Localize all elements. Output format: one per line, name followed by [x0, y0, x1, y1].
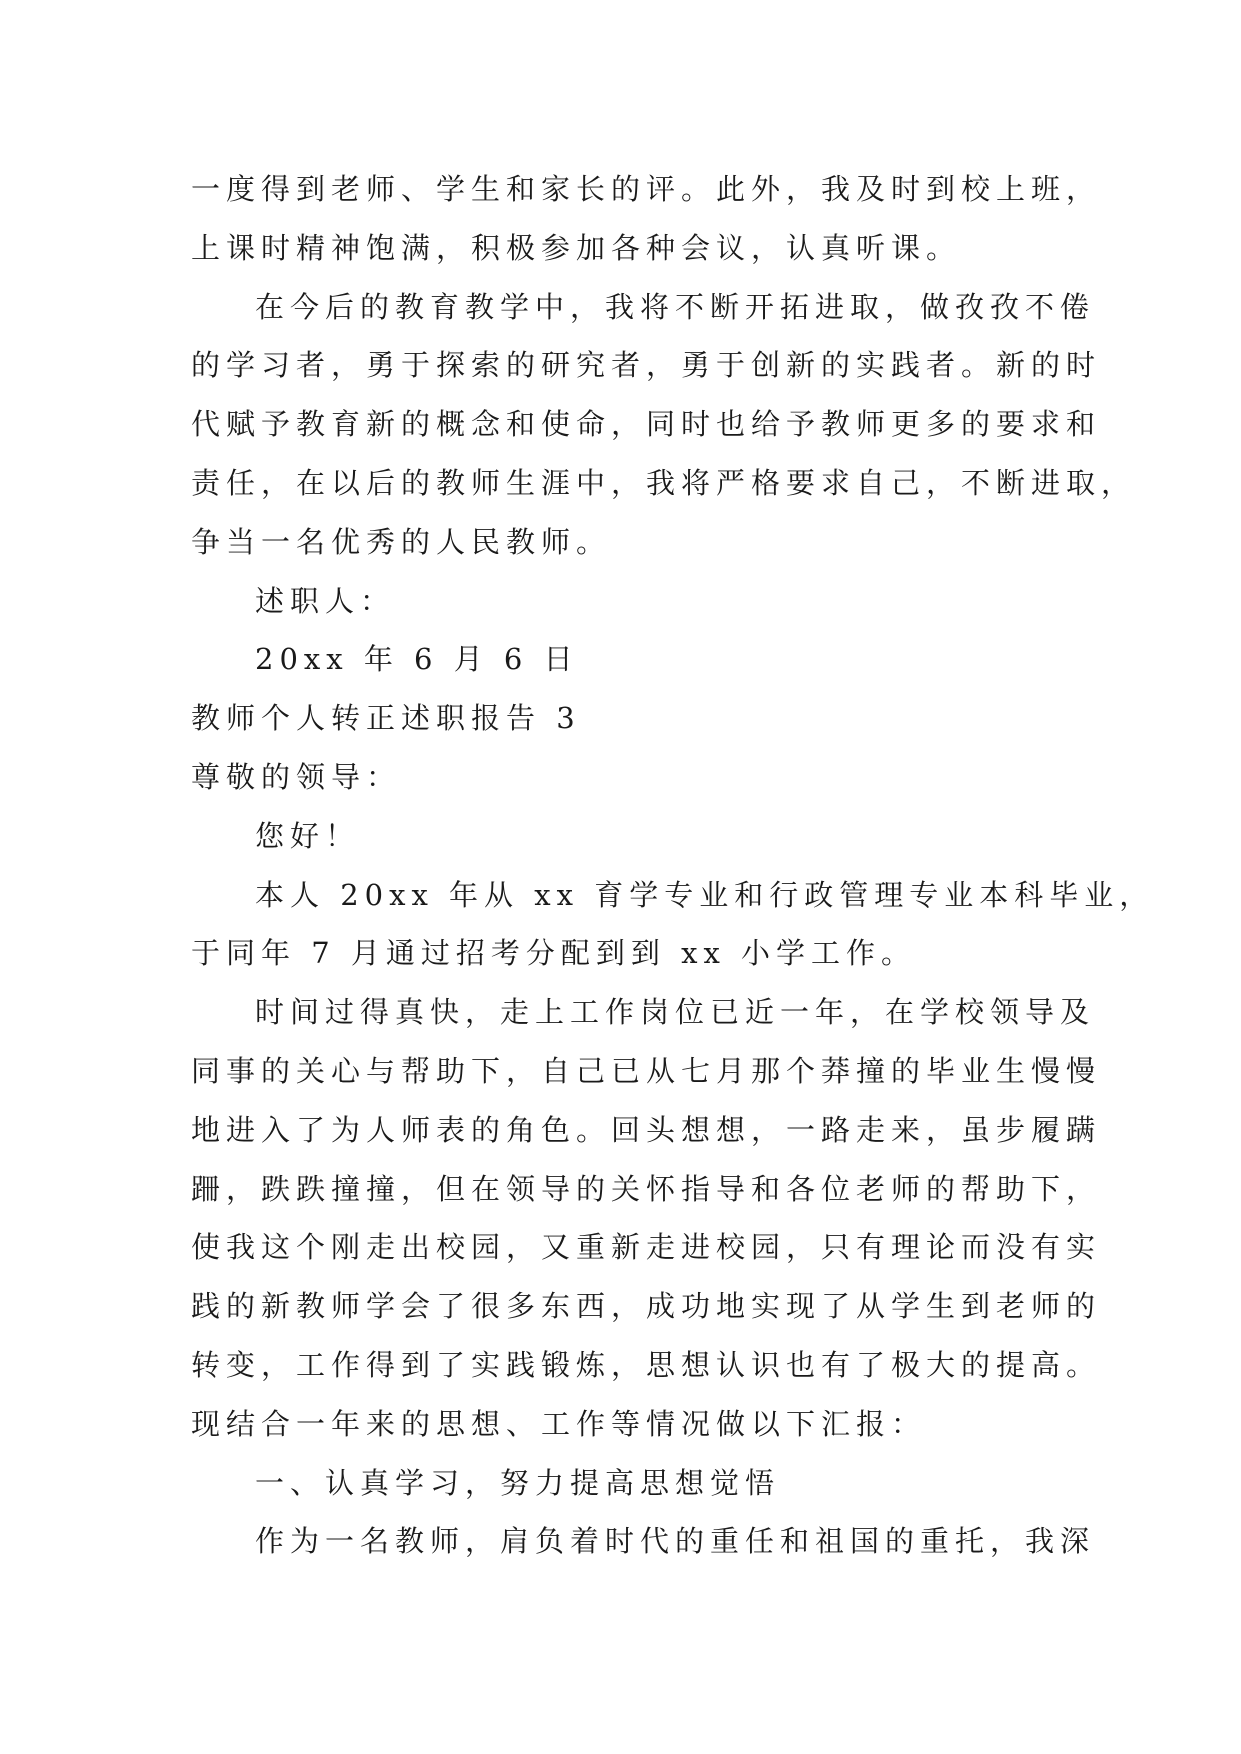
text-line: 代赋予教育新的概念和使命，同时也给予教师更多的要求和: [191, 407, 1102, 442]
signature-label: 述职人：: [255, 583, 396, 618]
text-line: 于同年 7 月通过招考分配到到 xx 小学工作。: [191, 936, 917, 971]
greeting: 您好！: [255, 818, 361, 853]
text-line: 一度得到老师、学生和家长的评。此外，我及时到校上班，: [191, 172, 1102, 206]
text-line: 的学习者，勇于探索的研究者，勇于创新的实践者。新的时: [191, 348, 1102, 383]
report-date: 20xx 年 6 月 6 日: [255, 642, 579, 677]
text-line: 同事的关心与帮助下，自己已从七月那个莽撞的毕业生慢慢: [191, 1053, 1102, 1088]
text-line: 时间过得真快，走上工作岗位已近一年，在学校领导及: [255, 995, 1096, 1030]
text-line: 跚，跌跌撞撞，但在领导的关怀指导和各位老师的帮助下，: [191, 1171, 1102, 1206]
text-line: 本人 20xx 年从 xx 育学专业和行政管理专业本科毕业，: [255, 877, 1155, 912]
text-line: 地进入了为人师表的角色。回头想想，一路走来，虽步履蹒: [191, 1112, 1102, 1147]
text-line: 现结合一年来的思想、工作等情况做以下汇报：: [191, 1406, 927, 1441]
text-line: 争当一名优秀的人民教师。: [191, 524, 612, 559]
text-line: 转变，工作得到了实践锻炼，思想认识也有了极大的提高。: [191, 1347, 1102, 1382]
text-line: 在今后的教育教学中，我将不断开拓进取，做孜孜不倦: [255, 289, 1096, 324]
text-line: 上课时精神饱满，积极参加各种会议，认真听课。: [191, 230, 962, 265]
text-line: 作为一名教师，肩负着时代的重任和祖国的重托，我深: [255, 1524, 1096, 1559]
salutation: 尊敬的领导：: [191, 759, 402, 794]
section-title: 教师个人转正述职报告 3: [191, 701, 581, 736]
text-line: 责任，在以后的教师生涯中，我将严格要求自己，不断进取，: [191, 465, 1137, 500]
section-heading: 一、认真学习，努力提高思想觉悟: [255, 1465, 781, 1500]
document-body: [191, 160, 1155, 1571]
text-line: 使我这个刚走出校园，又重新走进校园，只有理论而没有实: [191, 1230, 1102, 1265]
text-line: 践的新教师学会了很多东西，成功地实现了从学生到老师的: [191, 1289, 1102, 1324]
